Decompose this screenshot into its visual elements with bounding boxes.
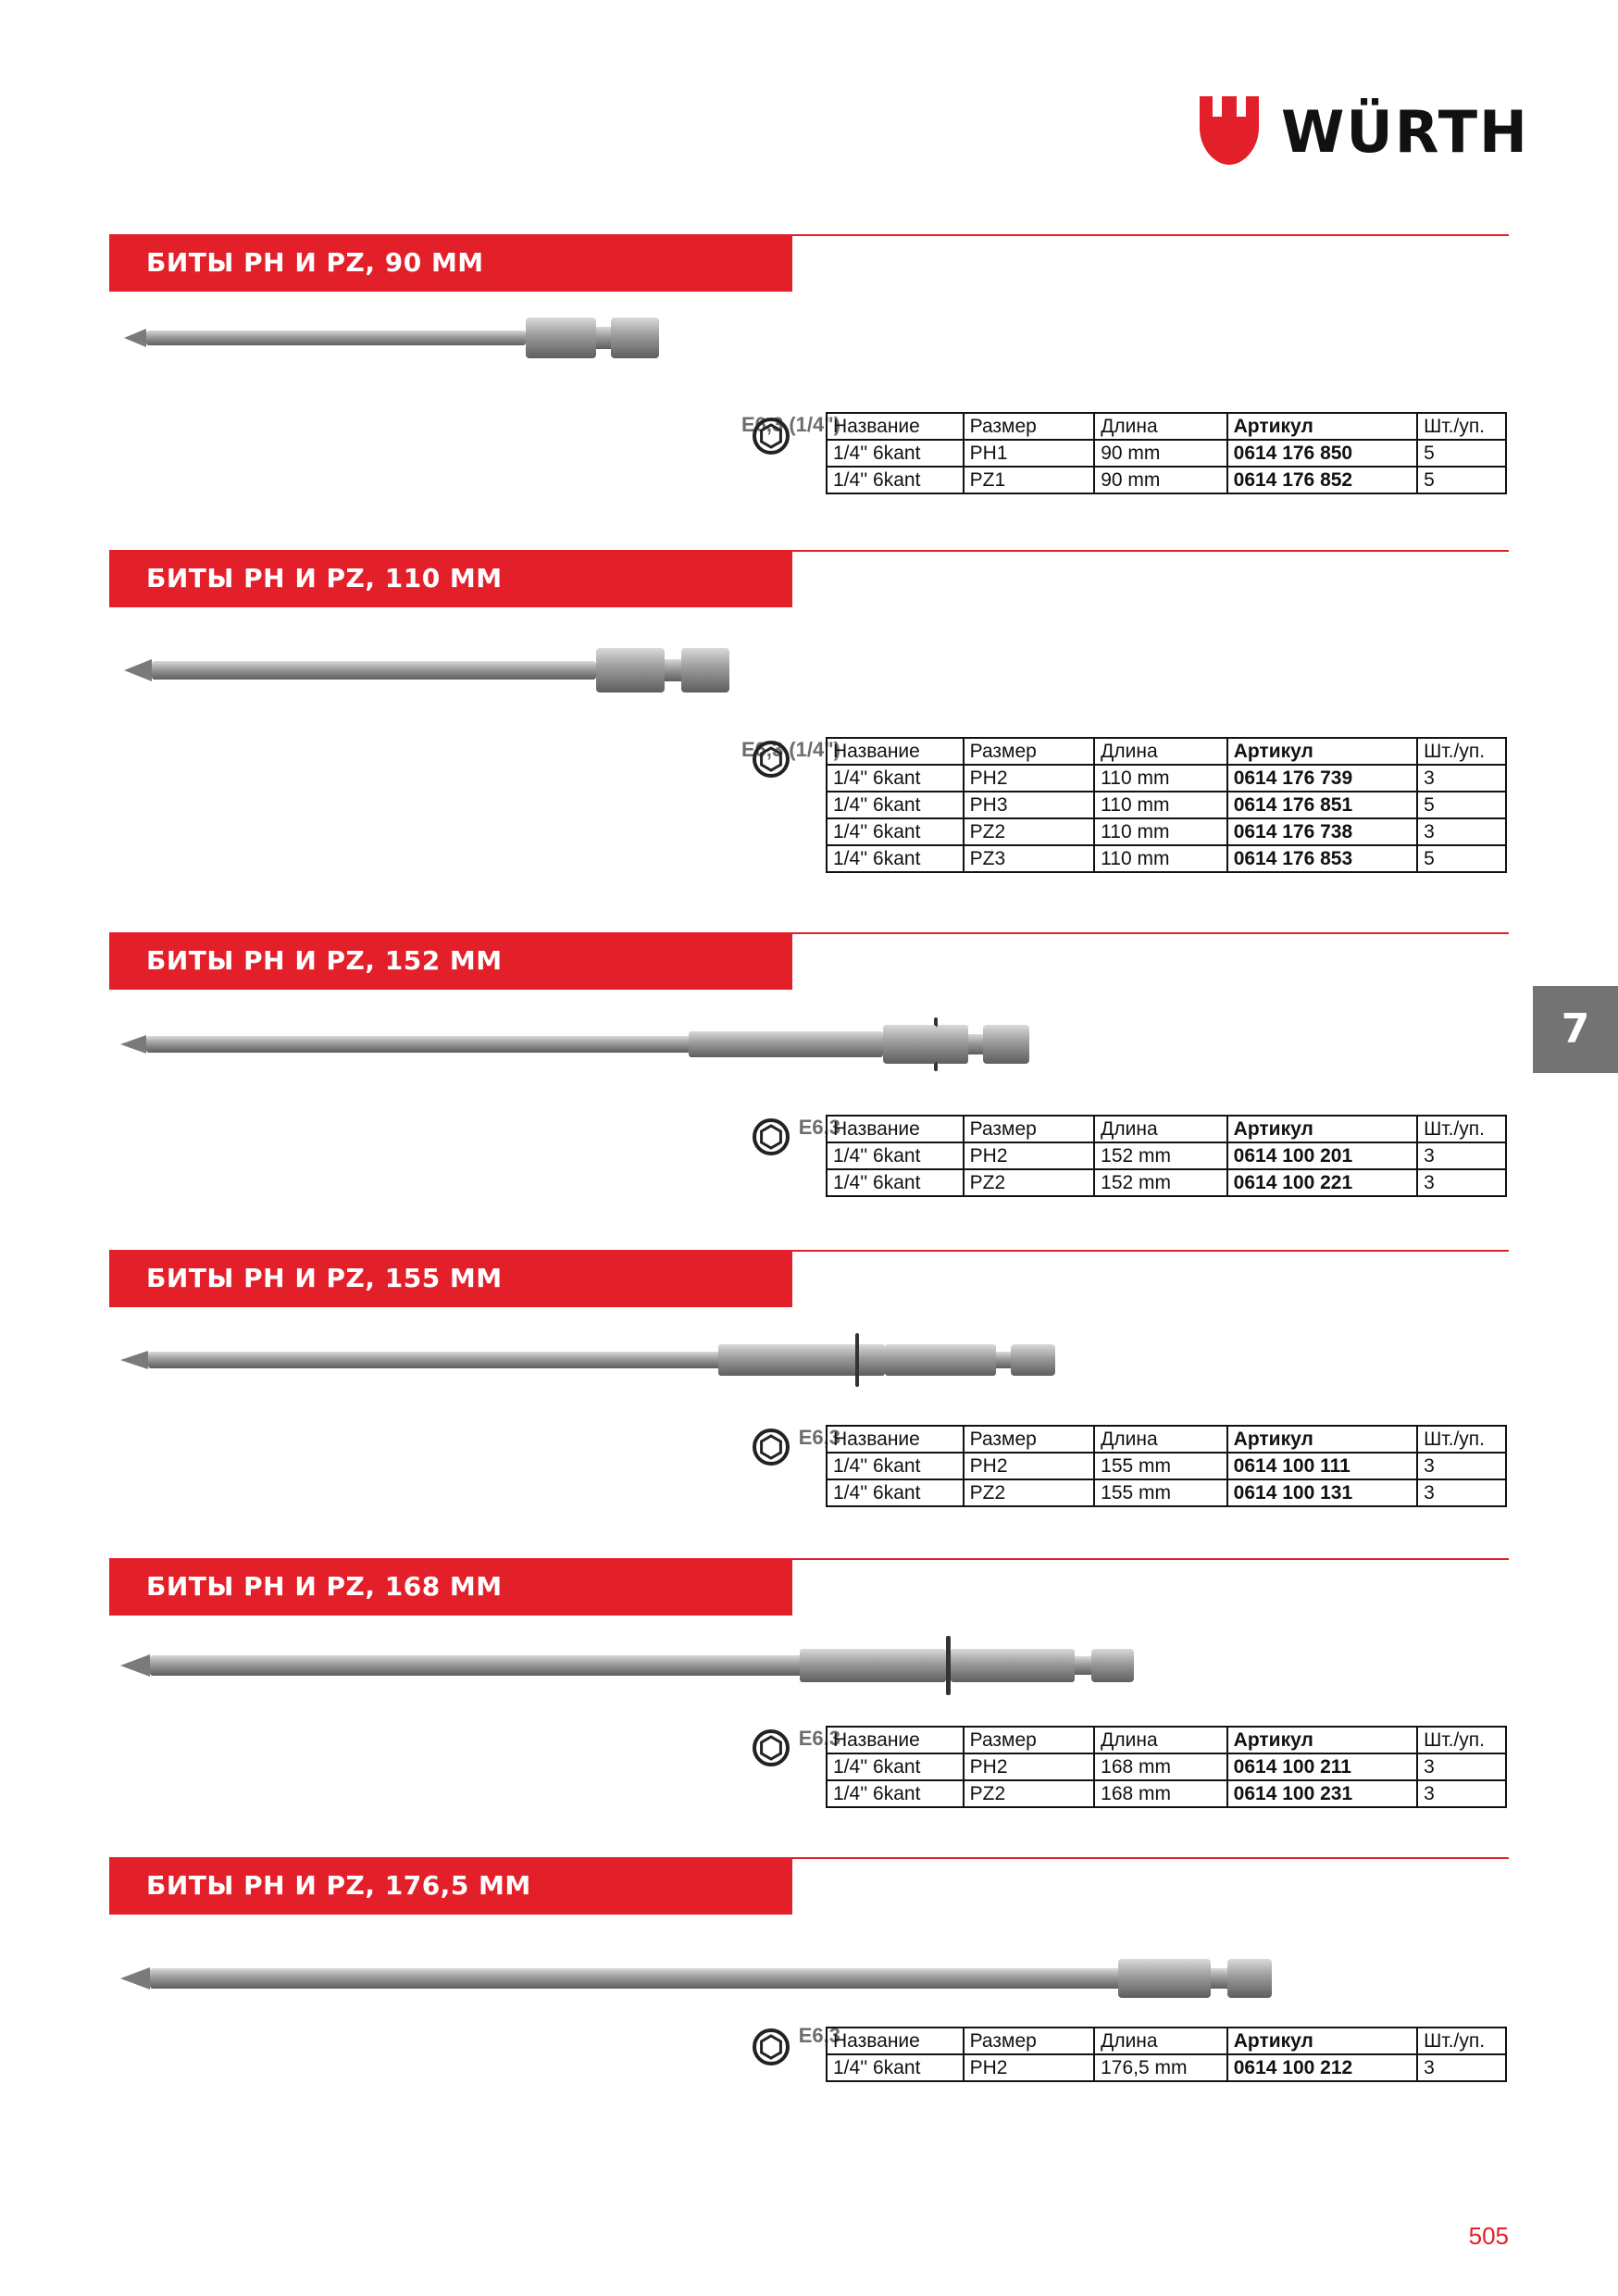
table-row <box>827 467 1506 493</box>
cell-length: 90 mm <box>1094 440 1226 467</box>
cell-qty: 3 <box>1417 2054 1506 2081</box>
cell-name: 1/4'' 6kant <box>827 1479 964 1506</box>
cell-size: PZ2 <box>964 1169 1095 1196</box>
section-header-band <box>109 1250 792 1307</box>
header-name: Название <box>827 738 964 765</box>
cell-size: PH1 <box>964 440 1095 467</box>
cell-length: 176,5 mm <box>1094 2054 1227 2081</box>
bit-image <box>115 1012 1133 1077</box>
table-row <box>827 1169 1506 1196</box>
table-row <box>827 1453 1506 1479</box>
cell-name: 1/4'' 6kant <box>827 792 964 818</box>
hex-drive-icon <box>752 2028 790 2066</box>
cell-name: 1/4'' 6kant <box>827 1169 964 1196</box>
cell-article: 0614 176 853 <box>1227 845 1417 872</box>
drive-label: E6,3 <box>798 1426 840 1449</box>
header-qty: Шт./уп. <box>1417 413 1506 440</box>
table-row <box>827 1479 1506 1506</box>
cell-name: 1/4'' 6kant <box>827 1753 964 1780</box>
section-title: БИТЫ PH И PZ, 110 ММ <box>146 563 503 593</box>
cell-length: 152 mm <box>1094 1169 1227 1196</box>
section-header-band <box>109 932 792 990</box>
section-155mm <box>109 1250 1509 1528</box>
header-article: Артикул <box>1227 1426 1417 1453</box>
wurth-logo <box>1200 96 1529 167</box>
cell-name: 1/4'' 6kant <box>827 765 964 792</box>
header-name: Название <box>827 1727 964 1753</box>
cell-size: PZ2 <box>964 818 1095 845</box>
cell-qty: 3 <box>1417 1142 1506 1169</box>
spec-table <box>826 737 1507 873</box>
header-size: Размер <box>964 738 1095 765</box>
cell-qty: 3 <box>1417 1169 1506 1196</box>
cell-name: 1/4'' 6kant <box>827 845 964 872</box>
header-qty: Шт./уп. <box>1417 1116 1506 1142</box>
cell-size: PH2 <box>964 1453 1095 1479</box>
header-name: Название <box>827 413 964 440</box>
table-row <box>827 1142 1506 1169</box>
cell-size: PZ2 <box>964 1780 1095 1807</box>
spec-table <box>826 1115 1507 1197</box>
header-qty: Шт./уп. <box>1417 2028 1506 2054</box>
bit-image <box>115 310 855 366</box>
cell-qty: 5 <box>1417 440 1506 467</box>
spec-table <box>826 412 1507 494</box>
cell-qty: 5 <box>1417 845 1506 872</box>
header-article: Артикул <box>1227 738 1417 765</box>
section-110mm <box>109 550 1509 892</box>
wurth-logo-mark-icon <box>1200 96 1259 165</box>
header-length: Длина <box>1094 2028 1227 2054</box>
header-qty: Шт./уп. <box>1417 1426 1506 1453</box>
drive-label: E6,3 <box>798 1116 840 1139</box>
cell-article: 0614 100 201 <box>1227 1142 1417 1169</box>
page-number: 505 <box>1468 2222 1509 2250</box>
cell-article: 0614 176 738 <box>1227 818 1417 845</box>
section-title: БИТЫ PH И PZ, 168 ММ <box>146 1571 503 1602</box>
cell-length: 110 mm <box>1094 765 1227 792</box>
cell-article: 0614 176 850 <box>1227 440 1417 467</box>
header-article: Артикул <box>1227 1116 1417 1142</box>
cell-size: PH2 <box>964 765 1095 792</box>
section-168mm <box>109 1558 1509 1836</box>
table-header-row <box>827 2028 1506 2054</box>
cell-article: 0614 100 212 <box>1227 2054 1417 2081</box>
header-name: Название <box>827 2028 964 2054</box>
cell-article: 0614 100 231 <box>1227 1780 1417 1807</box>
cell-length: 110 mm <box>1094 845 1227 872</box>
table-header-row <box>827 738 1506 765</box>
table-row <box>827 1780 1506 1807</box>
cell-article: 0614 100 211 <box>1227 1753 1417 1780</box>
header-size: Размер <box>964 413 1095 440</box>
hex-drive-icon <box>752 1428 790 1466</box>
cell-qty: 5 <box>1417 792 1506 818</box>
section-header-band <box>109 550 792 607</box>
hex-drive-icon <box>752 417 790 455</box>
section-title: БИТЫ PH И PZ, 152 ММ <box>146 945 503 976</box>
section-title: БИТЫ PH И PZ, 155 ММ <box>146 1263 503 1293</box>
table-header-row <box>827 413 1506 440</box>
header-qty: Шт./уп. <box>1417 1727 1506 1753</box>
table-header-row <box>827 1116 1506 1142</box>
cell-article: 0614 100 221 <box>1227 1169 1417 1196</box>
cell-size: PZ2 <box>964 1479 1095 1506</box>
cell-qty: 3 <box>1417 1780 1506 1807</box>
cell-size: PH2 <box>964 1753 1095 1780</box>
cell-name: 1/4'' 6kant <box>827 2054 964 2081</box>
chapter-tab: 7 <box>1533 986 1618 1073</box>
cell-qty: 3 <box>1417 1753 1506 1780</box>
cell-qty: 3 <box>1417 1453 1506 1479</box>
section-90mm <box>109 234 1509 503</box>
bit-image <box>115 1946 1318 2011</box>
hex-drive-icon <box>752 1728 790 1767</box>
section-176-5mm <box>109 1857 1509 2107</box>
drive-label: E6,3 <box>798 2024 840 2047</box>
cell-qty: 3 <box>1417 765 1506 792</box>
cell-article: 0614 100 131 <box>1227 1479 1417 1506</box>
header-size: Размер <box>964 1426 1095 1453</box>
table-row <box>827 2054 1506 2081</box>
drive-label: E6,3 <box>798 1727 840 1750</box>
table-header-row <box>827 1727 1506 1753</box>
table-row <box>827 792 1506 818</box>
cell-length: 168 mm <box>1094 1780 1227 1807</box>
header-length: Длина <box>1094 1116 1227 1142</box>
section-152mm <box>109 932 1509 1210</box>
section-header-band <box>109 1558 792 1616</box>
table-row <box>827 845 1506 872</box>
cell-article: 0614 100 111 <box>1227 1453 1417 1479</box>
header-name: Название <box>827 1426 964 1453</box>
cell-qty: 3 <box>1417 1479 1506 1506</box>
header-article: Артикул <box>1227 1727 1417 1753</box>
header-name: Название <box>827 1116 964 1142</box>
cell-length: 90 mm <box>1094 467 1226 493</box>
header-size: Размер <box>964 2028 1094 2054</box>
bit-image <box>115 1328 1179 1392</box>
cell-qty: 5 <box>1417 467 1506 493</box>
header-length: Длина <box>1094 1727 1227 1753</box>
cell-length: 110 mm <box>1094 818 1227 845</box>
cell-qty: 3 <box>1417 818 1506 845</box>
table-row <box>827 765 1506 792</box>
cell-size: PZ3 <box>964 845 1095 872</box>
cell-name: 1/4'' 6kant <box>827 1780 964 1807</box>
header-size: Размер <box>964 1727 1095 1753</box>
section-title: БИТЫ PH И PZ, 176,5 ММ <box>146 1870 531 1901</box>
header-length: Длина <box>1094 738 1227 765</box>
cell-length: 155 mm <box>1094 1479 1227 1506</box>
drive-label: E6,3 (1/4") <box>741 738 840 761</box>
table-row <box>827 440 1506 467</box>
table-row <box>827 1753 1506 1780</box>
cell-name: 1/4'' 6kant <box>827 1453 964 1479</box>
header-qty: Шт./уп. <box>1417 738 1506 765</box>
spec-table <box>826 1425 1507 1507</box>
cell-article: 0614 176 851 <box>1227 792 1417 818</box>
cell-length: 168 mm <box>1094 1753 1227 1780</box>
section-header-band <box>109 1857 792 1915</box>
cell-length: 110 mm <box>1094 792 1227 818</box>
header-length: Длина <box>1094 413 1226 440</box>
spec-table <box>826 1726 1507 1808</box>
header-article: Артикул <box>1227 2028 1417 2054</box>
cell-name: 1/4'' 6kant <box>827 440 964 467</box>
cell-name: 1/4'' 6kant <box>827 467 964 493</box>
spec-table <box>826 2027 1507 2082</box>
bit-image <box>115 643 948 698</box>
cell-article: 0614 176 852 <box>1227 467 1417 493</box>
section-header-band <box>109 234 792 292</box>
header-size: Размер <box>964 1116 1095 1142</box>
cell-article: 0614 176 739 <box>1227 765 1417 792</box>
cell-name: 1/4'' 6kant <box>827 1142 964 1169</box>
bit-image <box>115 1630 1272 1701</box>
drive-label: E6,3 (1/4") <box>741 413 840 436</box>
cell-size: PH2 <box>964 2054 1094 2081</box>
cell-length: 155 mm <box>1094 1453 1227 1479</box>
table-row <box>827 818 1506 845</box>
table-header-row <box>827 1426 1506 1453</box>
section-title: БИТЫ PH И PZ, 90 ММ <box>146 247 484 278</box>
cell-size: PH3 <box>964 792 1095 818</box>
cell-name: 1/4'' 6kant <box>827 818 964 845</box>
cell-length: 152 mm <box>1094 1142 1227 1169</box>
header-article: Артикул <box>1227 413 1417 440</box>
cell-size: PZ1 <box>964 467 1095 493</box>
hex-drive-icon <box>752 740 790 779</box>
cell-size: PH2 <box>964 1142 1095 1169</box>
hex-drive-icon <box>752 1117 790 1156</box>
wurth-logo-text: WÜRTH <box>1281 98 1529 166</box>
header-length: Длина <box>1094 1426 1227 1453</box>
